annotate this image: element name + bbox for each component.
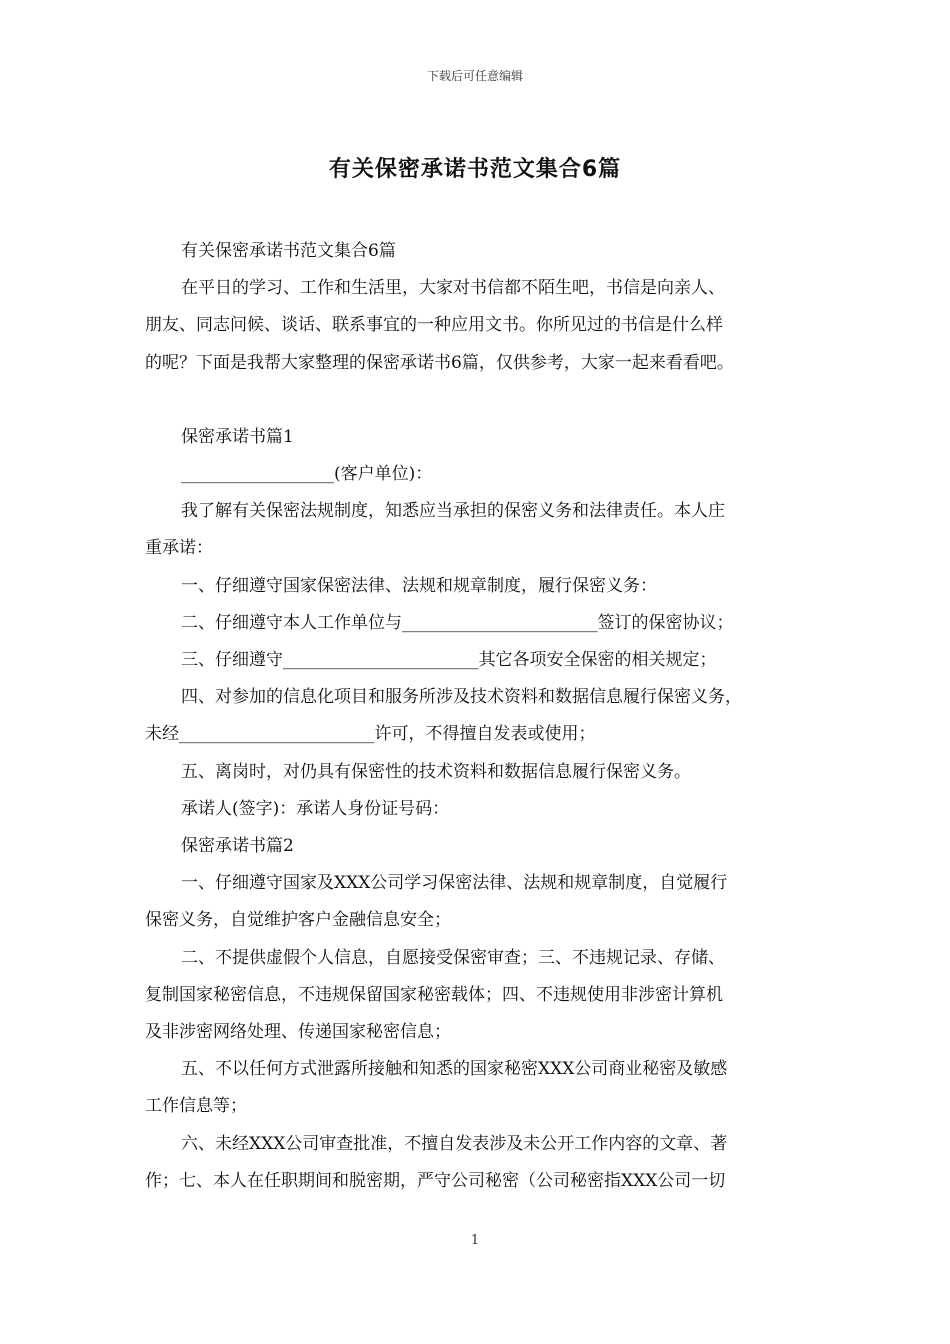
paragraph: 六、未经XXX公司审查批准，不擅自发表涉及未公开工作内容的文章、著 — [181, 1133, 728, 1154]
document-body — [145, 233, 825, 1200]
paragraph: 在平日的学习、工作和生活里，大家对书信都不陌生吧，书信是向亲人、 — [181, 278, 725, 299]
paragraph: 五、离岗时，对仍具有保密性的技术资料和数据信息履行保密义务。 — [181, 761, 691, 782]
paragraph: 二、不提供虚假个人信息，自愿接受保密审查；三、不违规记录、存储、 — [181, 947, 725, 968]
paragraph: 及非涉密网络处理、传递国家秘密信息； — [145, 1022, 451, 1043]
page-number: 1 — [470, 1233, 480, 1248]
paragraph: 五、不以任何方式泄露所接触和知悉的国家秘密XXX公司商业秘密及敏感 — [181, 1059, 728, 1080]
paragraph: 三、仔细遵守_______________________其它各项安全保密的相关规定； — [181, 650, 717, 671]
paragraph: 承诺人(签字)：承诺人身份证号码： — [181, 798, 450, 819]
paragraph: 一、仔细遵守国家保密法律、法规和规章制度，履行保密义务： — [181, 575, 657, 596]
paragraph: 复制国家秘密信息，不违规保留国家秘密载体；四、不违规使用非涉密计算机 — [145, 984, 723, 1005]
document-title: 有关保密承诺书范文集合6篇 — [328, 157, 622, 182]
paragraph: 朋友、同志问候、谈话、联系事宜的一种应用文书。你所见过的书信是什么样 — [145, 315, 723, 336]
paragraph: __________________(客户单位)： — [181, 464, 433, 485]
section-heading: 保密承诺书篇1 — [181, 426, 294, 447]
header-note: 下载后可任意编辑 — [426, 69, 523, 83]
paragraph: 有关保密承诺书范文集合6篇 — [181, 241, 396, 261]
paragraph: 我了解有关保密法规制度，知悉应当承担的保密义务和法律责任。本人庄 — [181, 501, 725, 522]
section-heading: 保密承诺书篇2 — [181, 836, 294, 857]
paragraph: 二、仔细遵守本人工作单位与_______________________签订的保密协议； — [181, 612, 734, 633]
paragraph: 未经_______________________许可，不得擅自发表或使用； — [145, 724, 596, 745]
paragraph: 一、仔细遵守国家及XXX公司学习保密法律、法规和规章制度，自觉履行 — [181, 873, 728, 894]
paragraph: 四、对参加的信息化项目和服务所涉及技术资料和数据信息履行保密义务， — [181, 687, 742, 708]
paragraph: 保密义务，自觉维护客户金融信息安全； — [145, 910, 451, 931]
paragraph: 的呢？下面是我帮大家整理的保密承诺书6篇，仅供参考，大家一起来看看吧。 — [145, 352, 734, 373]
paragraph: 作；七、本人在任职期间和脱密期，严守公司秘密（公司秘密指XXX公司一切 — [145, 1170, 726, 1191]
paragraph: 重承诺： — [145, 538, 213, 559]
paragraph: 工作信息等； — [145, 1096, 247, 1117]
